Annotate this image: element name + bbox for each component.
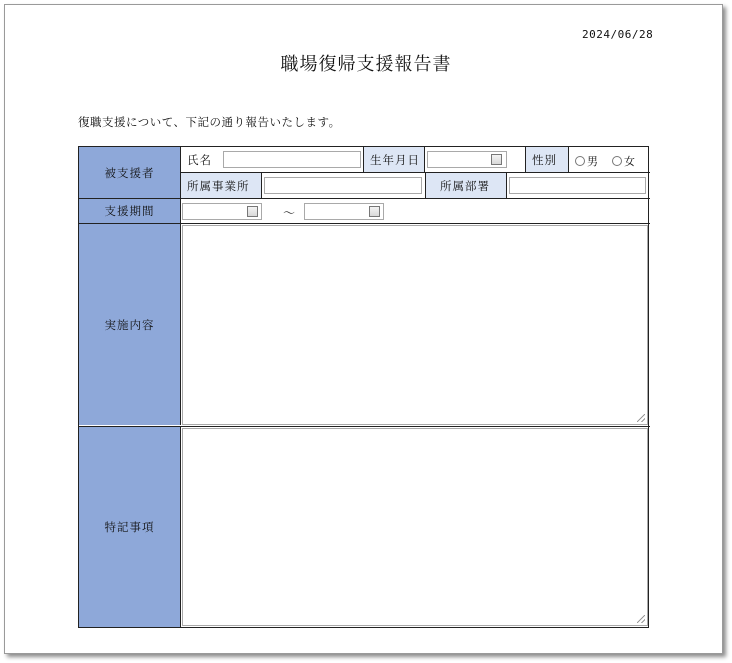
gender-label: 性別 (526, 147, 568, 172)
department-input[interactable] (509, 177, 646, 194)
gender-option-male: 男 (587, 155, 598, 168)
content-header: 実施内容 (79, 224, 181, 425)
gender-radio-male[interactable] (575, 153, 598, 169)
page-title: 職場復帰支援報告書 (280, 54, 452, 75)
calendar-icon[interactable] (247, 206, 258, 217)
content-textarea[interactable] (182, 225, 648, 425)
period-separator: ～ (283, 206, 296, 220)
birthdate-label: 生年月日 (364, 147, 424, 172)
resize-grip-icon[interactable] (637, 615, 645, 623)
calendar-icon[interactable] (369, 206, 380, 217)
report-form (78, 146, 649, 628)
report-date: 2024/06/28 (582, 28, 654, 41)
subject-header: 被支援者 (79, 147, 181, 198)
gender-radio-female[interactable] (612, 153, 635, 169)
name-input[interactable] (223, 151, 361, 168)
radio-icon[interactable] (575, 156, 585, 166)
office-label: 所属事業所 (181, 173, 261, 198)
resize-grip-icon[interactable] (637, 414, 645, 422)
gender-option-female: 女 (624, 155, 635, 168)
intro-text: 復職支援について、下記の通り報告いたします。 (78, 115, 341, 129)
calendar-icon[interactable] (491, 154, 502, 165)
name-label: 氏名 (187, 152, 212, 167)
period-header: 支援期間 (79, 199, 181, 223)
notes-header: 特記事項 (79, 427, 181, 627)
department-label: 所属部署 (426, 173, 506, 198)
office-input[interactable] (264, 177, 422, 194)
radio-icon[interactable] (612, 156, 622, 166)
notes-textarea[interactable] (182, 428, 648, 626)
